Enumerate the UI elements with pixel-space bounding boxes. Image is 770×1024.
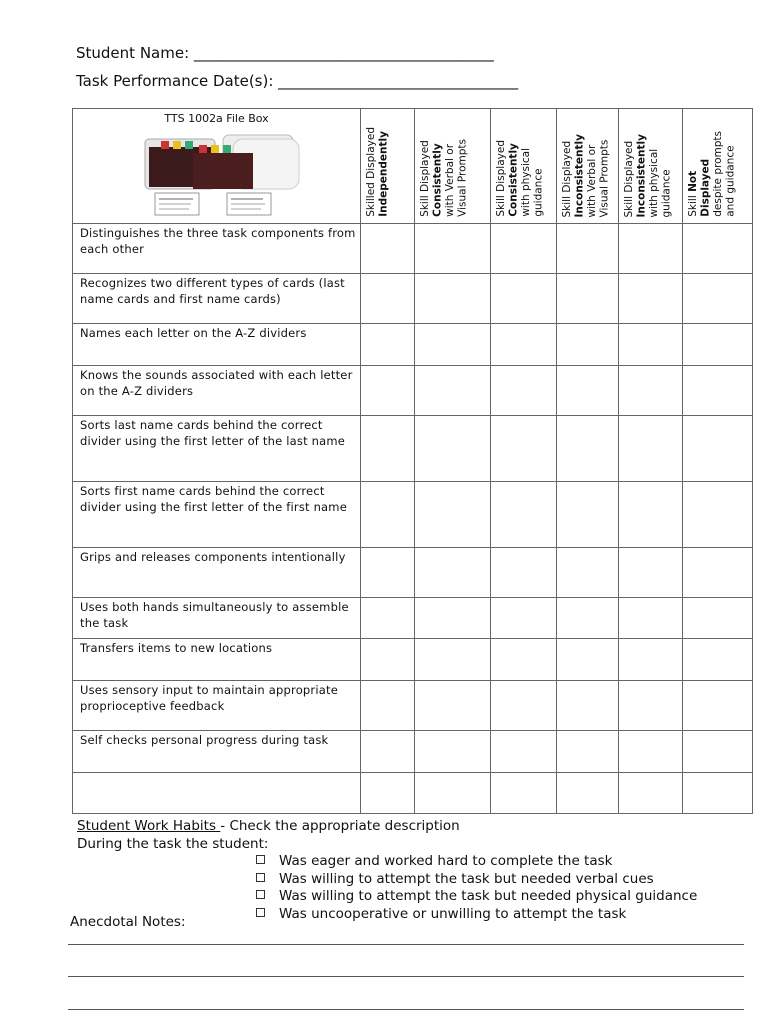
rating-cell[interactable]: [361, 548, 415, 598]
table-row: [73, 274, 753, 324]
col-not-displayed: [683, 109, 753, 224]
product-cell: [73, 109, 361, 224]
rating-cell[interactable]: [415, 639, 491, 681]
rating-cell[interactable]: [619, 366, 683, 416]
table-row: [73, 224, 753, 274]
rating-cell[interactable]: [361, 598, 415, 639]
rating-cell[interactable]: [683, 639, 753, 681]
rating-cell[interactable]: [415, 598, 491, 639]
habit-option[interactable]: Was willing to attempt the task but needed physical guidance: [256, 888, 697, 906]
col-consistent-verbal: [415, 109, 491, 224]
rating-cell[interactable]: [361, 773, 415, 814]
rating-cell[interactable]: [361, 681, 415, 731]
habit-option[interactable]: Was eager and worked hard to complete the task: [256, 853, 697, 871]
rating-cell[interactable]: [415, 416, 491, 482]
rating-cell[interactable]: [619, 639, 683, 681]
rating-cell[interactable]: [683, 416, 753, 482]
rating-cell[interactable]: [557, 416, 619, 482]
col-inconsistent-physical: [619, 109, 683, 224]
rating-cell[interactable]: [415, 482, 491, 548]
table-row: [73, 482, 753, 548]
criterion-label: Self checks personal progress during task: [73, 731, 361, 773]
checkbox-icon[interactable]: [256, 873, 265, 882]
criterion-label: Grips and releases components intentionally: [73, 548, 361, 598]
rating-cell[interactable]: [619, 324, 683, 366]
student-name-line[interactable]: Student Name: ________________________________________: [76, 44, 494, 62]
rating-cell[interactable]: [619, 224, 683, 274]
col-label: Skilled Displayed Independently: [365, 127, 390, 217]
col-label: Skill Not Displayed despite prompts and guidance: [687, 131, 737, 217]
rating-cell[interactable]: [683, 681, 753, 731]
product-title: TTS 1002a File Box: [164, 112, 269, 125]
rating-cell[interactable]: [557, 548, 619, 598]
col-consistent-physical: [491, 109, 557, 224]
skills-table: [72, 108, 753, 814]
rating-cell[interactable]: [361, 324, 415, 366]
rating-cell[interactable]: [491, 773, 557, 814]
table-row: [73, 681, 753, 731]
checkbox-icon[interactable]: [256, 855, 265, 864]
rating-cell[interactable]: [361, 482, 415, 548]
col-label: Skill Displayed Consistently with Verbal or Visual Prompts: [419, 139, 469, 217]
table-row: [73, 548, 753, 598]
rating-cell[interactable]: [619, 416, 683, 482]
rating-cell[interactable]: [557, 598, 619, 639]
rating-cell[interactable]: [619, 548, 683, 598]
habit-option[interactable]: Was willing to attempt the task but needed verbal cues: [256, 871, 697, 889]
rating-cell[interactable]: [491, 366, 557, 416]
rating-cell[interactable]: [557, 224, 619, 274]
table-row: [73, 731, 753, 773]
rating-cell[interactable]: [491, 639, 557, 681]
col-label: Skill Displayed Inconsistently with Verbal or Visual Prompts: [561, 133, 611, 217]
notes-line[interactable]: [68, 1009, 744, 1010]
rating-cell[interactable]: [491, 324, 557, 366]
rating-cell[interactable]: [491, 274, 557, 324]
table-row: [73, 773, 753, 814]
rating-cell[interactable]: [683, 324, 753, 366]
rating-cell[interactable]: [491, 416, 557, 482]
table-row: [73, 416, 753, 482]
rating-cell[interactable]: [415, 681, 491, 731]
rating-cell[interactable]: [619, 681, 683, 731]
rating-cell[interactable]: [557, 639, 619, 681]
rating-cell[interactable]: [557, 366, 619, 416]
rating-cell[interactable]: [557, 482, 619, 548]
work-habits-options: [256, 853, 697, 923]
criterion-label: Uses sensory input to maintain appropriate proprioceptive feedback: [73, 681, 361, 731]
rating-cell[interactable]: [415, 366, 491, 416]
criterion-label: Sorts last name cards behind the correct divider using the first letter of the last name: [73, 416, 361, 482]
rating-cell[interactable]: [557, 773, 619, 814]
col-label: Skill Displayed Inconsistently with physical guidance: [623, 133, 673, 217]
rating-cell[interactable]: [415, 773, 491, 814]
work-habits-heading: Student Work Habits: [77, 818, 221, 834]
col-inconsistent-verbal: [557, 109, 619, 224]
work-habits-instruction: - Check the appropriate description: [220, 818, 460, 834]
rating-cell[interactable]: [683, 224, 753, 274]
rating-cell[interactable]: [361, 274, 415, 324]
rating-cell[interactable]: [619, 598, 683, 639]
notes-line[interactable]: [68, 944, 744, 945]
rating-cell[interactable]: [619, 274, 683, 324]
criterion-label: Distinguishes the three task components from each other: [73, 224, 361, 274]
criterion-label: Recognizes two different types of cards (last name cards and first name cards): [73, 274, 361, 324]
task-dates-line[interactable]: Task Performance Date(s): ________________________________: [76, 72, 519, 90]
rating-cell[interactable]: [491, 548, 557, 598]
table-row: [73, 598, 753, 639]
table-row: [73, 639, 753, 681]
rating-cell[interactable]: [361, 416, 415, 482]
rating-cell[interactable]: [683, 773, 753, 814]
criterion-label: [73, 773, 361, 814]
rating-cell[interactable]: [361, 366, 415, 416]
criterion-label: Sorts first name cards behind the correct divider using the first letter of the first name: [73, 482, 361, 548]
rating-cell[interactable]: [683, 482, 753, 548]
rating-cell[interactable]: [683, 598, 753, 639]
rating-cell[interactable]: [491, 731, 557, 773]
rating-cell[interactable]: [491, 224, 557, 274]
rating-cell[interactable]: [619, 773, 683, 814]
work-habits-section: [77, 818, 460, 853]
rating-cell[interactable]: [491, 482, 557, 548]
rating-cell[interactable]: [415, 274, 491, 324]
rating-cell[interactable]: [683, 548, 753, 598]
criterion-label: Knows the sounds associated with each letter on the A-Z dividers: [73, 366, 361, 416]
work-habits-lead: During the task the student:: [77, 835, 269, 852]
rating-cell[interactable]: [683, 366, 753, 416]
rating-cell[interactable]: [619, 731, 683, 773]
rating-cell[interactable]: [361, 639, 415, 681]
file-box-photo: [133, 131, 303, 219]
habit-option[interactable]: Was uncooperative or unwilling to attempt the task: [256, 906, 697, 924]
table-row: [73, 366, 753, 416]
criterion-label: Names each letter on the A-Z dividers: [73, 324, 361, 366]
col-label: Skill Displayed Consistently with physical guidance: [495, 140, 545, 217]
table-header-row: [73, 109, 753, 224]
rating-cell[interactable]: [491, 598, 557, 639]
rating-cell[interactable]: [557, 274, 619, 324]
notes-line[interactable]: [68, 976, 744, 977]
checkbox-icon[interactable]: [256, 890, 265, 899]
rating-cell[interactable]: [415, 324, 491, 366]
checkbox-icon[interactable]: [256, 908, 265, 917]
rating-cell[interactable]: [415, 548, 491, 598]
rating-cell[interactable]: [619, 482, 683, 548]
rating-cell[interactable]: [557, 681, 619, 731]
rating-cell[interactable]: [557, 324, 619, 366]
rating-cell[interactable]: [491, 681, 557, 731]
rating-cell[interactable]: [683, 274, 753, 324]
rating-cell[interactable]: [361, 731, 415, 773]
rating-cell[interactable]: [415, 731, 491, 773]
table-row: [73, 324, 753, 366]
criterion-label: Uses both hands simultaneously to assemble the task: [73, 598, 361, 639]
rating-cell[interactable]: [361, 224, 415, 274]
rating-cell[interactable]: [557, 731, 619, 773]
rating-cell[interactable]: [683, 731, 753, 773]
anecdotal-notes-label: Anecdotal Notes:: [70, 914, 186, 930]
rating-cell[interactable]: [415, 224, 491, 274]
col-independent: [361, 109, 415, 224]
criterion-label: Transfers items to new locations: [73, 639, 361, 681]
